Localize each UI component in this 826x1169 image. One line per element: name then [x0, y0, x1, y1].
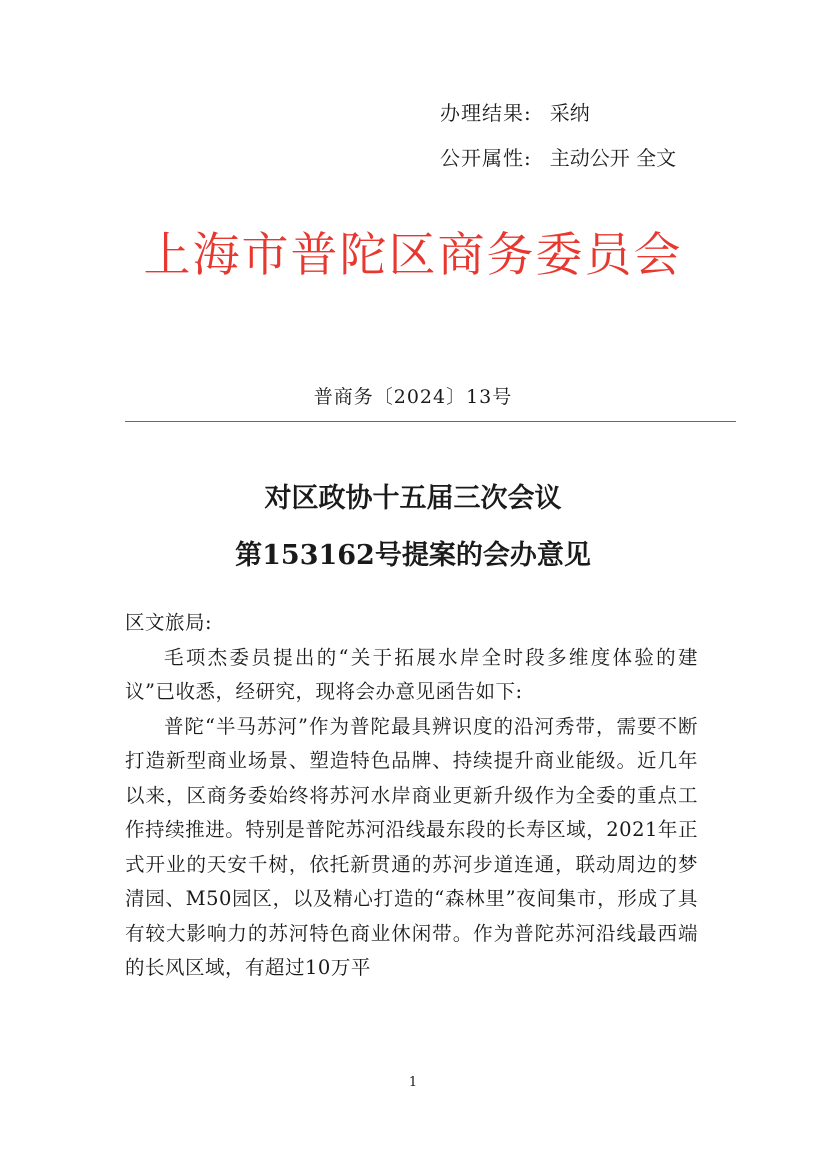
body-paragraph: 普陀“半马苏河”作为普陀最具辨识度的沿河秀带，需要不断打造新型商业场景、塑造特色品牌、持续提升商业能级。近几年以来，区商务委始终将苏河水岸商业更新升级作为全委的重点工作持续推进。特别是普陀苏河沿线最东段的长寿区域，2021年正式开业的天安千树，依托新贯通的苏河步道连通，联动周边的梦清园、M50园区，以及精心打造的“森林里”夜间集市，形成了具有较大影响力的苏河特色商业休闲带。作为普陀苏河沿线最西端的长风区域，有超过10万平: [125, 714, 698, 979]
disclosure-attribute: [440, 144, 676, 172]
handling-result-value: 采纳: [549, 101, 590, 125]
document-body: [125, 606, 698, 986]
page-number: 1: [408, 1075, 418, 1090]
addressee: 区文旅局:: [125, 611, 213, 634]
handling-result-label: 办理结果:: [440, 101, 532, 125]
issuing-organization: 上海市普陀区商务委员会: [143, 228, 683, 283]
document-title-line-2: 第153162号提案的会办意见: [235, 540, 591, 571]
red-divider-line: [125, 421, 736, 422]
body-paragraph: 毛项杰委员提出的“关于拓展水岸全时段多维度体验的建议”已收悉，经研究，现将会办意见函告如下:: [125, 645, 698, 703]
disclosure-value: 主动公开 全文: [549, 146, 677, 170]
document-title-line-1: 对区政协十五届三次会议: [264, 483, 562, 514]
document-number: 普商务〔2024〕13号: [313, 386, 513, 408]
handling-result: [440, 99, 590, 127]
disclosure-label: 公开属性:: [440, 146, 532, 170]
